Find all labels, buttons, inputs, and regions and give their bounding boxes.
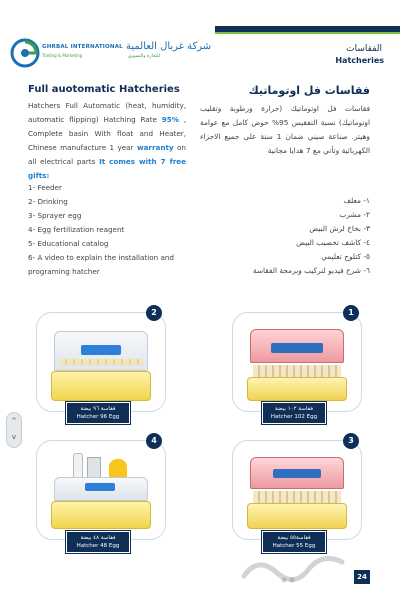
product-label-55 bbox=[262, 531, 326, 553]
warranty-highlight: warranty bbox=[136, 143, 174, 152]
product-label-en: Hatcher 55 Egg bbox=[272, 543, 316, 549]
incubator-image bbox=[247, 329, 347, 401]
logo-name-en: GHRBAL INTERNATIONAL bbox=[42, 44, 123, 50]
product-number-badge: 4 bbox=[146, 433, 162, 449]
product-label-48 bbox=[66, 531, 130, 553]
header-accent-line bbox=[215, 32, 400, 34]
watermark-icon bbox=[238, 552, 348, 584]
product-label-ar: فقاسة ٤٨ بيضة bbox=[80, 535, 116, 541]
product-label-ar: فقاسة ٩٦ بيضة bbox=[80, 406, 116, 412]
product-card-102[interactable] bbox=[232, 312, 362, 412]
product-label-102 bbox=[262, 402, 326, 424]
product-card-96[interactable] bbox=[36, 312, 166, 412]
list-item: 1- Feeder bbox=[28, 183, 62, 192]
list-item: ٤- كاشف تخصيب البيض bbox=[296, 238, 370, 247]
scroll-down-icon[interactable]: v bbox=[11, 433, 17, 441]
product-label-ar: فقاسة٥٥ بيضة bbox=[277, 535, 311, 541]
product-label-en: Hatcher 102 Egg bbox=[270, 414, 318, 420]
english-body-1: Hatchers Full Automatic (heat, humidity, automatic flipping) Hatching Rate bbox=[28, 101, 186, 124]
product-number-badge: 1 bbox=[343, 305, 359, 321]
hatching-rate: 95% bbox=[161, 115, 179, 124]
logo-tagline-ar: للتجارة والتسويق bbox=[128, 54, 160, 59]
product-card-48[interactable] bbox=[36, 440, 166, 540]
list-item: ٥- كتلوج تعليمي bbox=[321, 252, 370, 261]
company-logo-icon bbox=[10, 38, 40, 68]
list-item: 6- A video to explain the installation and programing hatcher bbox=[28, 253, 174, 276]
page-number: 24 bbox=[354, 570, 370, 584]
list-item: 5- Educational catalog bbox=[28, 239, 109, 248]
product-number-badge: 2 bbox=[146, 305, 162, 321]
product-label-ar: فقاسة ١٠٢ بيضة bbox=[275, 406, 313, 412]
gifts-highlight: It comes with 7 free gifts: bbox=[28, 157, 187, 180]
list-item: 3- Sprayer egg bbox=[28, 211, 82, 220]
list-item: ٦- شرح فيديو لتركيب وبرمجة الفقاسة bbox=[252, 266, 370, 275]
section-title-ar: الفقاسات bbox=[346, 44, 382, 54]
product-label-96 bbox=[66, 402, 130, 424]
product-label-en: Hatcher 96 Egg bbox=[76, 414, 120, 420]
list-item: ١- معلف bbox=[343, 196, 370, 205]
incubator-image bbox=[51, 331, 151, 401]
scroll-control[interactable] bbox=[6, 412, 22, 448]
logo-tagline-en: Trading & Marketing bbox=[42, 53, 83, 58]
list-item: ٢- مشرب bbox=[339, 210, 370, 219]
english-heading: Full auotomatic Hatcheries bbox=[28, 84, 180, 95]
product-number-badge: 3 bbox=[343, 433, 359, 449]
english-body-2: , Complete basin With float and Heater, Chinese manufacture 1 year bbox=[28, 115, 186, 152]
english-description bbox=[28, 99, 186, 183]
incubator-image bbox=[247, 457, 347, 529]
arabic-heading: فقاسات فل اوتوماتيك bbox=[248, 84, 370, 97]
arabic-description: فقاسات فل اوتوماتيك (حرارة ورطوبة وتقليب اوتوماتيك) نسبة التفقيس 95% حوض كامل مع عوامة وهيتر. صناعة صيني ضمان 1 سنة على جميع الاجزاء الكهربائية وتأتي مع 7 هدايا مجانية bbox=[200, 104, 370, 155]
logo-name-ar: شركة غربال العالمية bbox=[126, 41, 212, 52]
list-item: 4- Egg fertilization reagent bbox=[28, 225, 125, 234]
scroll-up-icon[interactable]: ^ bbox=[11, 417, 17, 425]
product-card-55[interactable] bbox=[232, 440, 362, 540]
english-gift-list bbox=[28, 181, 198, 279]
list-item: 2- Drinking bbox=[28, 197, 68, 206]
arabic-gift-list bbox=[200, 194, 370, 278]
product-label-en: Hatcher 48 Egg bbox=[76, 543, 120, 549]
incubator-image bbox=[51, 453, 151, 529]
list-item: ٣- بخاخ لرش البيض bbox=[309, 224, 370, 233]
english-body-3: on all electrical parts bbox=[28, 143, 186, 166]
section-title-en: Hatcheries bbox=[335, 56, 384, 65]
